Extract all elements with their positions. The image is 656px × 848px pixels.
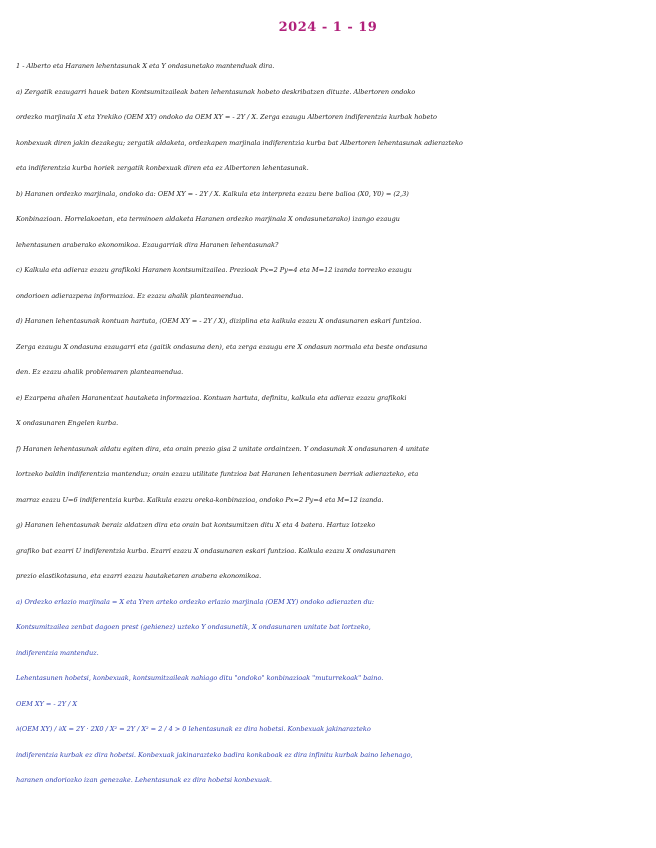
- question-line: grafiko bat ezarri U indiferentzia kurba. Ezarri ezazu X ondasunaren eskari funtzioa. Kalkula ezazu X ondasunaren: [16, 546, 396, 555]
- question-line: prezio elastikotasuna, eta ezarri ezazu hautaketaren arabera ekonomikoa.: [16, 572, 262, 580]
- question-line: lortzeko baldin indiferentzia mantenduz; orain ezazu utilitate funtzioa bat Haranen lehentasunen berriak adierazteko, eta: [16, 470, 419, 478]
- question-line: f) Haranen lehentasunak aldatu egiten dira, eta orain prezio gisa 2 unitate ordaintzen. Y ondasunak X ondasunaren 4 unitate: [16, 444, 430, 453]
- question-line: e) Ezarpena ahalen Haranentzat hautaketa informazioa. Kontuan hartuta, definitu, kalkula eta adieraz ezazu grafikoki: [16, 393, 407, 402]
- question-line: a) Zergatik ezaugarri hauek baten Kontsumitzaileak baten lehentasunak hobeto deskribatzen dituzte. Albertoren ondoko: [16, 87, 416, 96]
- answer-line: haranen ondoriozko izan genezake. Lehentasunak ez dira hobetsi konbexuak.: [16, 776, 272, 784]
- question-line: g) Haranen lehentasunak beraiz aldatzen dira eta orain bat kontsumitzen ditu X eta 4 batera. Hartuz lotzeko: [16, 521, 376, 529]
- notes-body: [16, 54, 640, 794]
- question-line: den. Ez ezazu ahalik problemaren planteamendua.: [16, 368, 184, 376]
- question-line: marraz ezazu U=6 indiferentzia kurba. Kalkula ezazu oreka-konbinazioa, ondoko Px=2 Py=4 eta M=12 izanda.: [16, 495, 384, 504]
- answer-line: indiferentzia mantenduz.: [16, 648, 99, 657]
- question-line: d) Haranen lehentasunak kontuan hartuta, (OEM XY = - 2Y / X), diziplina eta kalkula ezazu X ondasunaren eskari funtzioa.: [16, 317, 422, 325]
- question-line: konbexuak diren jakin dezakegu; zergatik aldaketa, ordezkapen marjinala indiferentzia kurba bat Albertoren lehentasunak adierazteko: [16, 138, 463, 147]
- question-line: Konbinazioan. Horrelakoetan, eta terminoen aldaketa Haranen ordezko marjinala X ondasunetarako) izango ezaugu: [16, 215, 400, 223]
- question-block: [16, 54, 640, 590]
- answer-line: a) Ordezko erlazio marjinala = X eta Yren arteko ordezko erlazio marjinala (OEM XY) ondoko adierazten du:: [16, 597, 374, 606]
- question-line: lehentasunen araberako ekonomikoa. Ezaugarriak dira Haranen lehentasunak?: [16, 240, 279, 249]
- question-line: X ondasunaren Engelen kurba.: [16, 419, 119, 427]
- answer-line: Kontsumitzailea zenbat dagoen prest (gehienez) uzteko Y ondasunetik, X ondasunaren unitate bat lortzeko,: [16, 623, 371, 631]
- question-line: eta indiferentzia kurba horiek zergatik konbexuak diren eta ez Albertoren lehentasunak.: [16, 164, 309, 172]
- question-line: Zerga ezaugu X ondasuna ezaugarri eta (gaitik ondasuna den), eta zerga ezaugu ere X ondasun normala eta beste ondasuna: [16, 342, 428, 351]
- answer-line: Lehentasunen hobetsi, konbexuak, kontsumitzaileak nahiago ditu "ondoko" konbinazioak "muturrekoak" baino.: [16, 674, 384, 682]
- question-line: ondorioen adierazpena informazioa. Ez ezazu ahalik planteamendua.: [16, 291, 244, 300]
- question-line: c) Kalkula eta adieraz ezazu grafikoki Haranen kontsumitzailea. Prezioak Px=2 Py=4 eta M=12 izanda torrezko ezaugu: [16, 266, 412, 274]
- answer-block: [16, 590, 640, 794]
- question-line: 1 - Alberto eta Haranen lehentasunak X eta Y ondasunetako mantenduak dira.: [16, 62, 275, 70]
- page-date: 2024 - 1 - 19: [278, 20, 378, 35]
- answer-line: indiferentzia kurbak ez dira hobetsi. Konbexuak jakinarazteko badira konkaboak ez dira infinitu kurbak baino lehenago,: [16, 750, 413, 759]
- question-line: ordezko marjinala X eta Yrekiko (OEM XY) ondoko da OEM XY = - 2Y / X. Zerga ezaugu Albertoren indiferentzia kurbak hobeto: [16, 113, 437, 121]
- answer-line: ∂(OEM XY) / ∂X = 2Y · 2X0 / X² = 2Y / X² = 2 / 4 > 0 lehentasunak ez dira hobetsi. Konbexuak jakinarazteko: [16, 725, 371, 733]
- answer-line: OEM XY = - 2Y / X: [16, 699, 77, 708]
- question-line: b) Haranen ordezko marjinala, ondoko da: OEM XY = - 2Y / X. Kalkula eta interpreta ezazu bere balioa (X0, Y0) = (2,3): [16, 189, 409, 198]
